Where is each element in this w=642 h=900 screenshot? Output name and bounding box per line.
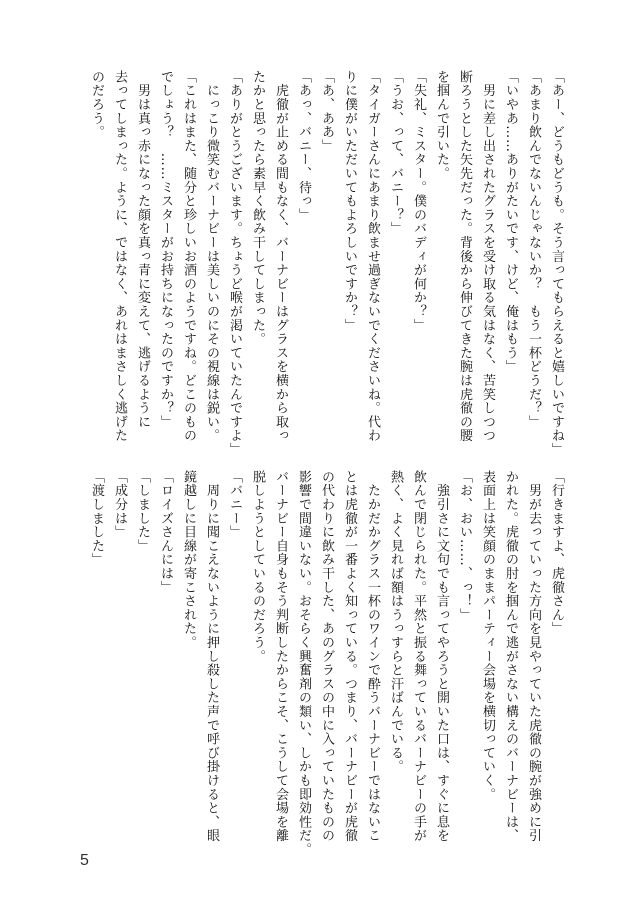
text-line: たかと思ったら素早く飲み干してしまった。 [250,70,265,346]
text-line: 「うお、って、バニー？」 [388,70,403,236]
text-line: でしょう？ ……ミスターがお持ちになったのですか？」 [158,70,173,429]
bottom-text-block [85,470,568,857]
text-line: バーナビー自身もそう判断したからこそ、こうして会場を離 [273,470,288,843]
text-line: 虎徹が止める間もなく、バーナビーはグラスを横から取っ [273,70,288,443]
text-line: 断ろうとした矢先だった。背後から伸びてきた腕は虎徹の腰 [457,70,472,443]
text-line: 「お、おい……、っ！」 [457,470,472,622]
top-text-block [85,70,568,457]
text-line: とは虎徹が一番よく知っている。つまり、バーナビーが虎徹 [342,470,357,843]
text-line: 「これはまた、随分と珍しいお酒のようですね。どこのもの [181,70,196,443]
text-line: たかだかグラス一杯のワインで酔うバーナビーではないこ [365,470,380,843]
text-line: 「しました」 [135,470,150,553]
page-number: 5 [80,852,89,869]
text-line: 「あまり飲んでないんじゃないか？ もう一杯どうだ？」 [526,70,541,429]
text-line: 男が去っていった方向を見やっていた虎徹の腕が強めに引 [526,470,541,843]
text-line: 男に差し出されたグラスを受け取る気はなく、苦笑しつつ [480,70,495,443]
text-line: 「あー、どうもどうも。そう言ってもらえると嬉しいですね」 [549,70,564,457]
text-line: 「ありがとうございます。ちょうど喉が渇いていたんですよ」 [227,70,242,457]
text-line: にっこり微笑むバーナビーは美しいのにその視線は鋭い。 [204,70,219,443]
text-line: 強引さに文句でも言ってやろうと開いた口は、すぐに息を [434,470,449,843]
text-line: の代わりに飲み干した、あのグラスの中に入っていたものの [319,470,334,843]
text-line: を掴んで引いた。 [434,70,449,181]
text-line: 「いやあ……ありがたいです、けど、俺はもう」 [503,70,518,374]
text-line: 「渡しました」 [89,470,104,567]
text-line: 去ってしまった。ように、ではなく、あれはまさしく逃げた [112,70,127,443]
text-line: 鏡越しに目線が寄こされた。 [181,470,196,650]
text-line: 脱しようとしているのだろう。 [250,470,265,664]
text-line: 飲んで閉じられた。平然と振る舞っているバーナビーの手が [411,470,426,843]
text-line: のだろう。 [89,70,104,139]
text-line: 「成分は」 [112,470,127,539]
text-line: 表面上は笑顔のままパーティー会場を横切っていく。 [480,470,495,802]
text-line: 「失礼、ミスター。僕のバディが何か？」 [411,70,426,333]
text-line: 「バニー」 [227,470,242,539]
text-line: りに僕がいただいてもよろしいですか？」 [342,70,357,333]
text-line: 「ロイズさんには」 [158,470,173,595]
text-line: 「あ、ああ」 [319,70,334,153]
text-line: 影響で間違いない。おそらく興奮剤の類い、しかも即効性だ。 [296,470,311,857]
text-line: 熱く、よく見れば額はうっすらと汗ばんでいる。 [388,470,403,774]
text-line: 「あっ、バニー、待っ」 [296,70,311,222]
text-line: 「行きますよ、虎徹さん」 [549,470,564,636]
text-line: 周りに聞こえないように押し殺した声で呼び掛けると、眼 [204,470,219,843]
text-line: かれた。虎徹の肘を掴んで逃がさない構えのバーナビーは、 [503,470,518,843]
text-line: 「タイガーさんにあまり飲ませ過ぎないでくださいね。代わ [365,70,380,443]
text-line: 男は真っ赤になった顔を真っ青に変えて、逃げるように [135,70,150,429]
